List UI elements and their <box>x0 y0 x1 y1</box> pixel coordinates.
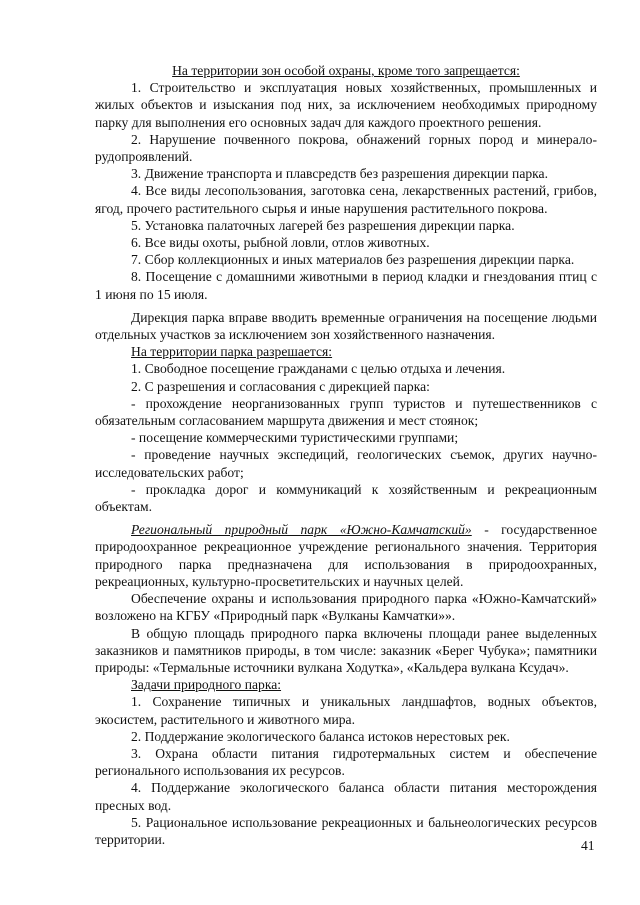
prohibited-item: 6. Все виды охоты, рыбной ловли, отлов животных. <box>131 235 430 251</box>
park-description: Региональный природный парк «Южно-Камчатский» - государственное природоохранное рекреационное учреждение регионального значения. Территория природного парка предназначена для использования в природоохранных, рекреационных, культурно-просветительских и научных целей. <box>95 522 597 589</box>
page-number: 41 <box>581 838 595 853</box>
task-item: 4. Поддержание экологического баланса области питания месторождения пресных вод. <box>95 780 597 813</box>
security-paragraph: Обеспечение охраны и использования природного парка «Южно-Камчатский» возложено на КГБУ «Природный парк «Вулканы Камчатки»». <box>95 591 597 624</box>
allowed-item: - прохождение неорганизованных групп туристов и путешественников с обязательным согласованием маршрута движения и мест стоянок; <box>95 395 597 429</box>
allowed-item: - проведение научных экспедиций, геологических съемок, других научно-исследовательских работ; <box>95 447 597 480</box>
direction-note: Дирекция парка вправе вводить временные ограничения на посещение людьми отдельных участков за исключением зон хозяйственного назначения. <box>95 309 597 343</box>
task-item: 3. Охрана области питания гидротермальных систем и обеспечение регионального использования их ресурсов. <box>95 745 597 779</box>
task-item: 2. Поддержание экологического баланса истоков нерестовых рек. <box>131 728 510 744</box>
allowed-item: 2. С разрешения и согласования с дирекцией парка: <box>131 378 430 394</box>
heading-tasks: Задачи природного парка: <box>131 677 282 693</box>
prohibited-item: 5. Установка палаточных лагерей без разрешения дирекции парка. <box>131 217 515 233</box>
allowed-item: - посещение коммерческими туристическими группами; <box>131 430 459 446</box>
prohibited-item: 2. Нарушение почвенного покрова, обнажений горных пород и минерало-рудопроявлений. <box>95 131 597 165</box>
park-name: Региональный природный парк «Южно-Камчатский» <box>131 522 472 538</box>
heading-allowed: На территории парка разрешается: <box>131 344 333 360</box>
task-item: 1. Сохранение типичных и уникальных ландшафтов, водных объектов, экосистем, растительного и животного мира. <box>95 694 597 727</box>
heading-prohibited: На территории зон особой охраны, кроме того запрещается: <box>172 63 520 78</box>
prohibited-item: 4. Все виды лесопользования, заготовка сена, лекарственных растений, грибов, ягод, прочего растительного сырья и иные нарушения растительного покрова. <box>95 183 597 216</box>
allowed-item: - прокладка дорог и коммуникаций к хозяйственным и рекреационным объектам. <box>95 481 597 515</box>
allowed-item: 1. Свободное посещение гражданами с целью отдыха и лечения. <box>131 361 506 377</box>
prohibited-item: 1. Строительство и эксплуатация новых хозяйственных, промышленных и жилых объектов и изыскания под них, за исключением необходимых природному парку для выполнения его основных задач для каждого проектного решения. <box>95 80 597 130</box>
task-item: 5. Рациональное использование рекреационных и бальнеологических ресурсов территории. <box>95 814 597 847</box>
prohibited-item: 3. Движение транспорта и плавсредств без разрешения дирекции парка. <box>131 166 548 182</box>
prohibited-item: 7. Сбор коллекционных и иных материалов без разрешения дирекции парка. <box>131 252 575 268</box>
page-content <box>95 62 597 848</box>
area-paragraph: В общую площадь природного парка включены площади ранее выделенных заказников и памятников природы, в том числе: заказник «Берег Чубука»; памятники природы: «Термальные источники вулкана Ходутка», «Кальдера вулкана Ксудач». <box>95 625 597 675</box>
prohibited-item: 8. Посещение с домашними животными в период кладки и гнездования птиц с 1 июня по 15 июля. <box>95 269 597 302</box>
